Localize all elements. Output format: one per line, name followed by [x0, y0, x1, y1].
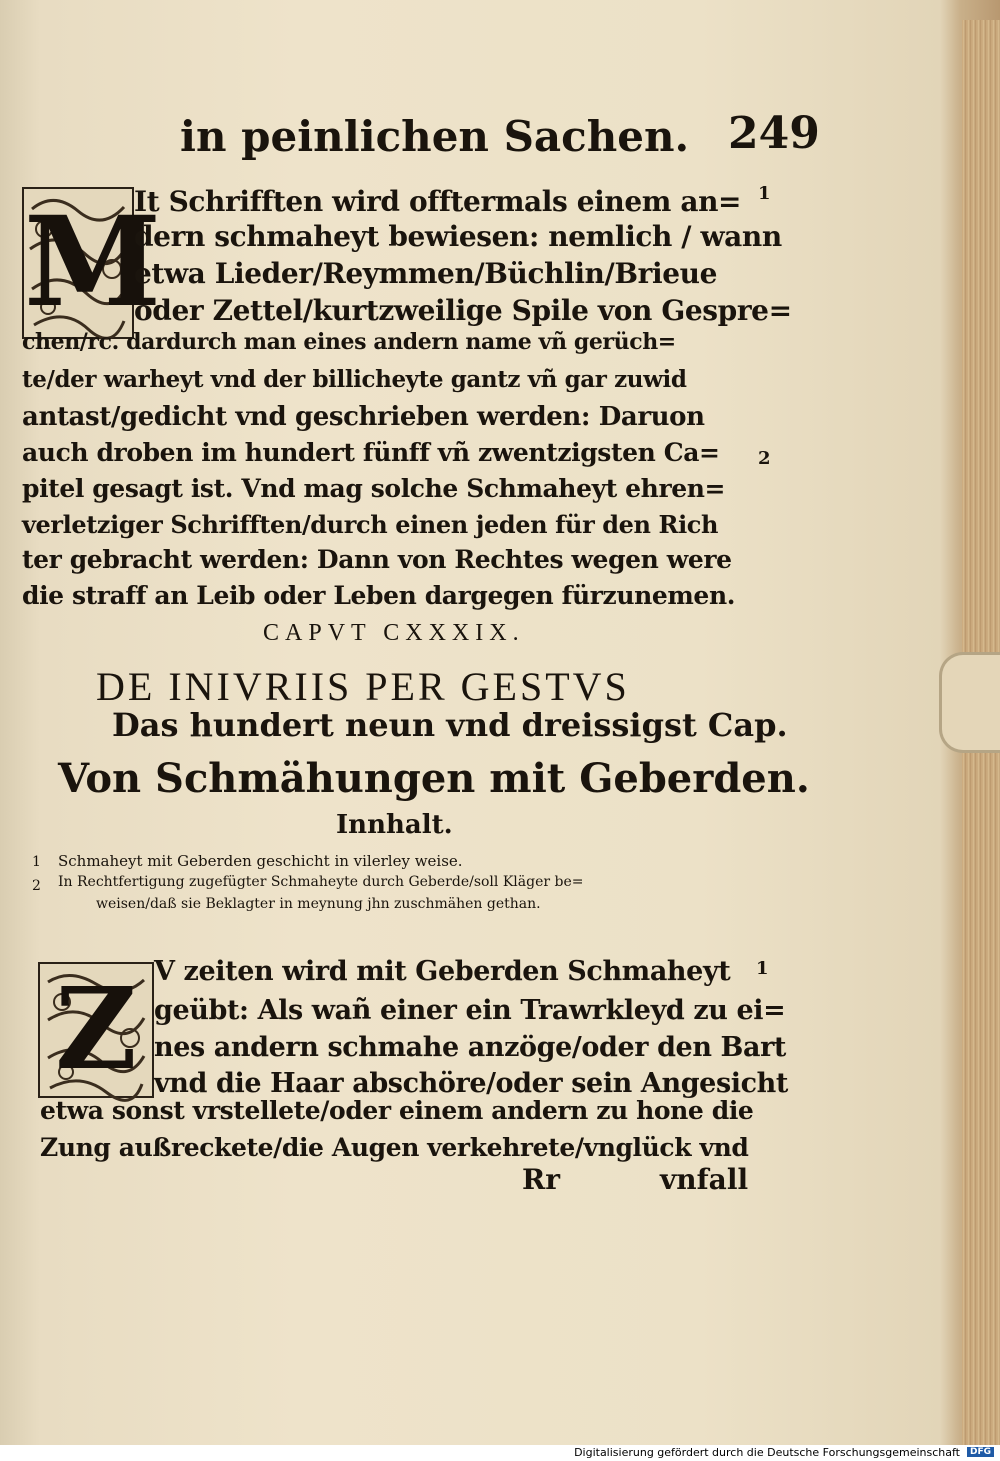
- summary-line: In Rechtfertigung zugefügter Schmaheyte durch Geberde/soll Kläger be=: [58, 874, 584, 890]
- initial-z-dropcap: [38, 962, 154, 1098]
- text-line: etwa sonst vrstellete/oder einem andern zu hone die: [40, 1096, 754, 1125]
- digitization-footer: [0, 1445, 1000, 1461]
- summary-line: weisen/daß sie Beklagter in meynung jhn zuschmähen gethan.: [96, 896, 541, 912]
- summary-number-2: 2: [32, 878, 41, 894]
- dfg-logo: DFG: [967, 1447, 994, 1457]
- footer-credit: Digitalisierung gefördert durch die Deutsche Forschungsgemeinschaft: [574, 1446, 960, 1459]
- text-line: geübt: Als wañ einer ein Trawrkleyd zu ei=: [154, 995, 786, 1026]
- text-line: die straff an Leib oder Leben dargegen fürzunemen.: [22, 581, 736, 610]
- marginal-number-2: 2: [758, 448, 771, 469]
- summary-heading: Innhalt.: [336, 810, 453, 840]
- text-line: V zeiten wird mit Geberden Schmaheyt: [154, 956, 731, 987]
- initial-m-dropcap: [22, 187, 162, 339]
- dropcap-letter: M: [24, 190, 162, 335]
- text-line: dern schmaheyt bewiesen: nemlich / wann: [134, 220, 782, 253]
- running-head: in peinlichen Sachen.: [180, 112, 690, 161]
- text-line: etwa Lieder/Reymmen/Büchlin/Brieue: [134, 257, 717, 290]
- dropcap-letter: Z: [55, 964, 137, 1095]
- caput-heading: CAPVT CXXXIX.: [263, 620, 525, 646]
- marginal-number-1: 1: [756, 958, 769, 979]
- summary-number-1: 1: [32, 854, 41, 870]
- text-line: auch droben im hundert fünff vñ zwentzigsten Ca=: [22, 438, 720, 467]
- text-line: It Schrifften wird offtermals einem an=: [134, 185, 742, 218]
- text-line: nes andern schmahe anzöge/oder den Bart: [154, 1032, 786, 1063]
- text-line: antast/gedicht vnd geschrieben werden: Daruon: [22, 402, 705, 432]
- text-line: Zung außreckete/die Augen verkehrete/vnglück vnd: [40, 1133, 749, 1162]
- clasp-mark: [939, 652, 1000, 753]
- summary-line: Schmaheyt mit Geberden geschicht in vilerley weise.: [58, 852, 463, 870]
- catchword: vnfall: [660, 1163, 749, 1196]
- text-line: ter gebracht werden: Dann von Rechtes wegen were: [22, 545, 732, 574]
- text-line: pitel gesagt ist. Vnd mag solche Schmaheyt ehren=: [22, 474, 726, 503]
- latin-title: DE INIVRIIS PER GESTVS: [96, 664, 630, 709]
- text-line: verletziger Schrifften/durch einen jeden für den Rich: [22, 510, 719, 539]
- text-line: oder Zettel/kurtzweilige Spile von Gespre=: [134, 294, 792, 327]
- page-number: 249: [728, 108, 820, 159]
- text-line: te/der warheyt vnd der billicheyte gantz vñ gar zuwid: [22, 366, 687, 393]
- signature-mark: Rr: [522, 1163, 561, 1196]
- german-title: Von Schmähungen mit Geberden.: [58, 755, 810, 802]
- text-line: vnd die Haar abschöre/oder sein Angesicht: [154, 1068, 788, 1099]
- marginal-number-1: 1: [758, 183, 771, 204]
- text-line: chen/rc. dardurch man eines andern name vñ gerüch=: [22, 329, 676, 355]
- german-chapter: Das hundert neun vnd dreissigst Cap.: [112, 706, 788, 744]
